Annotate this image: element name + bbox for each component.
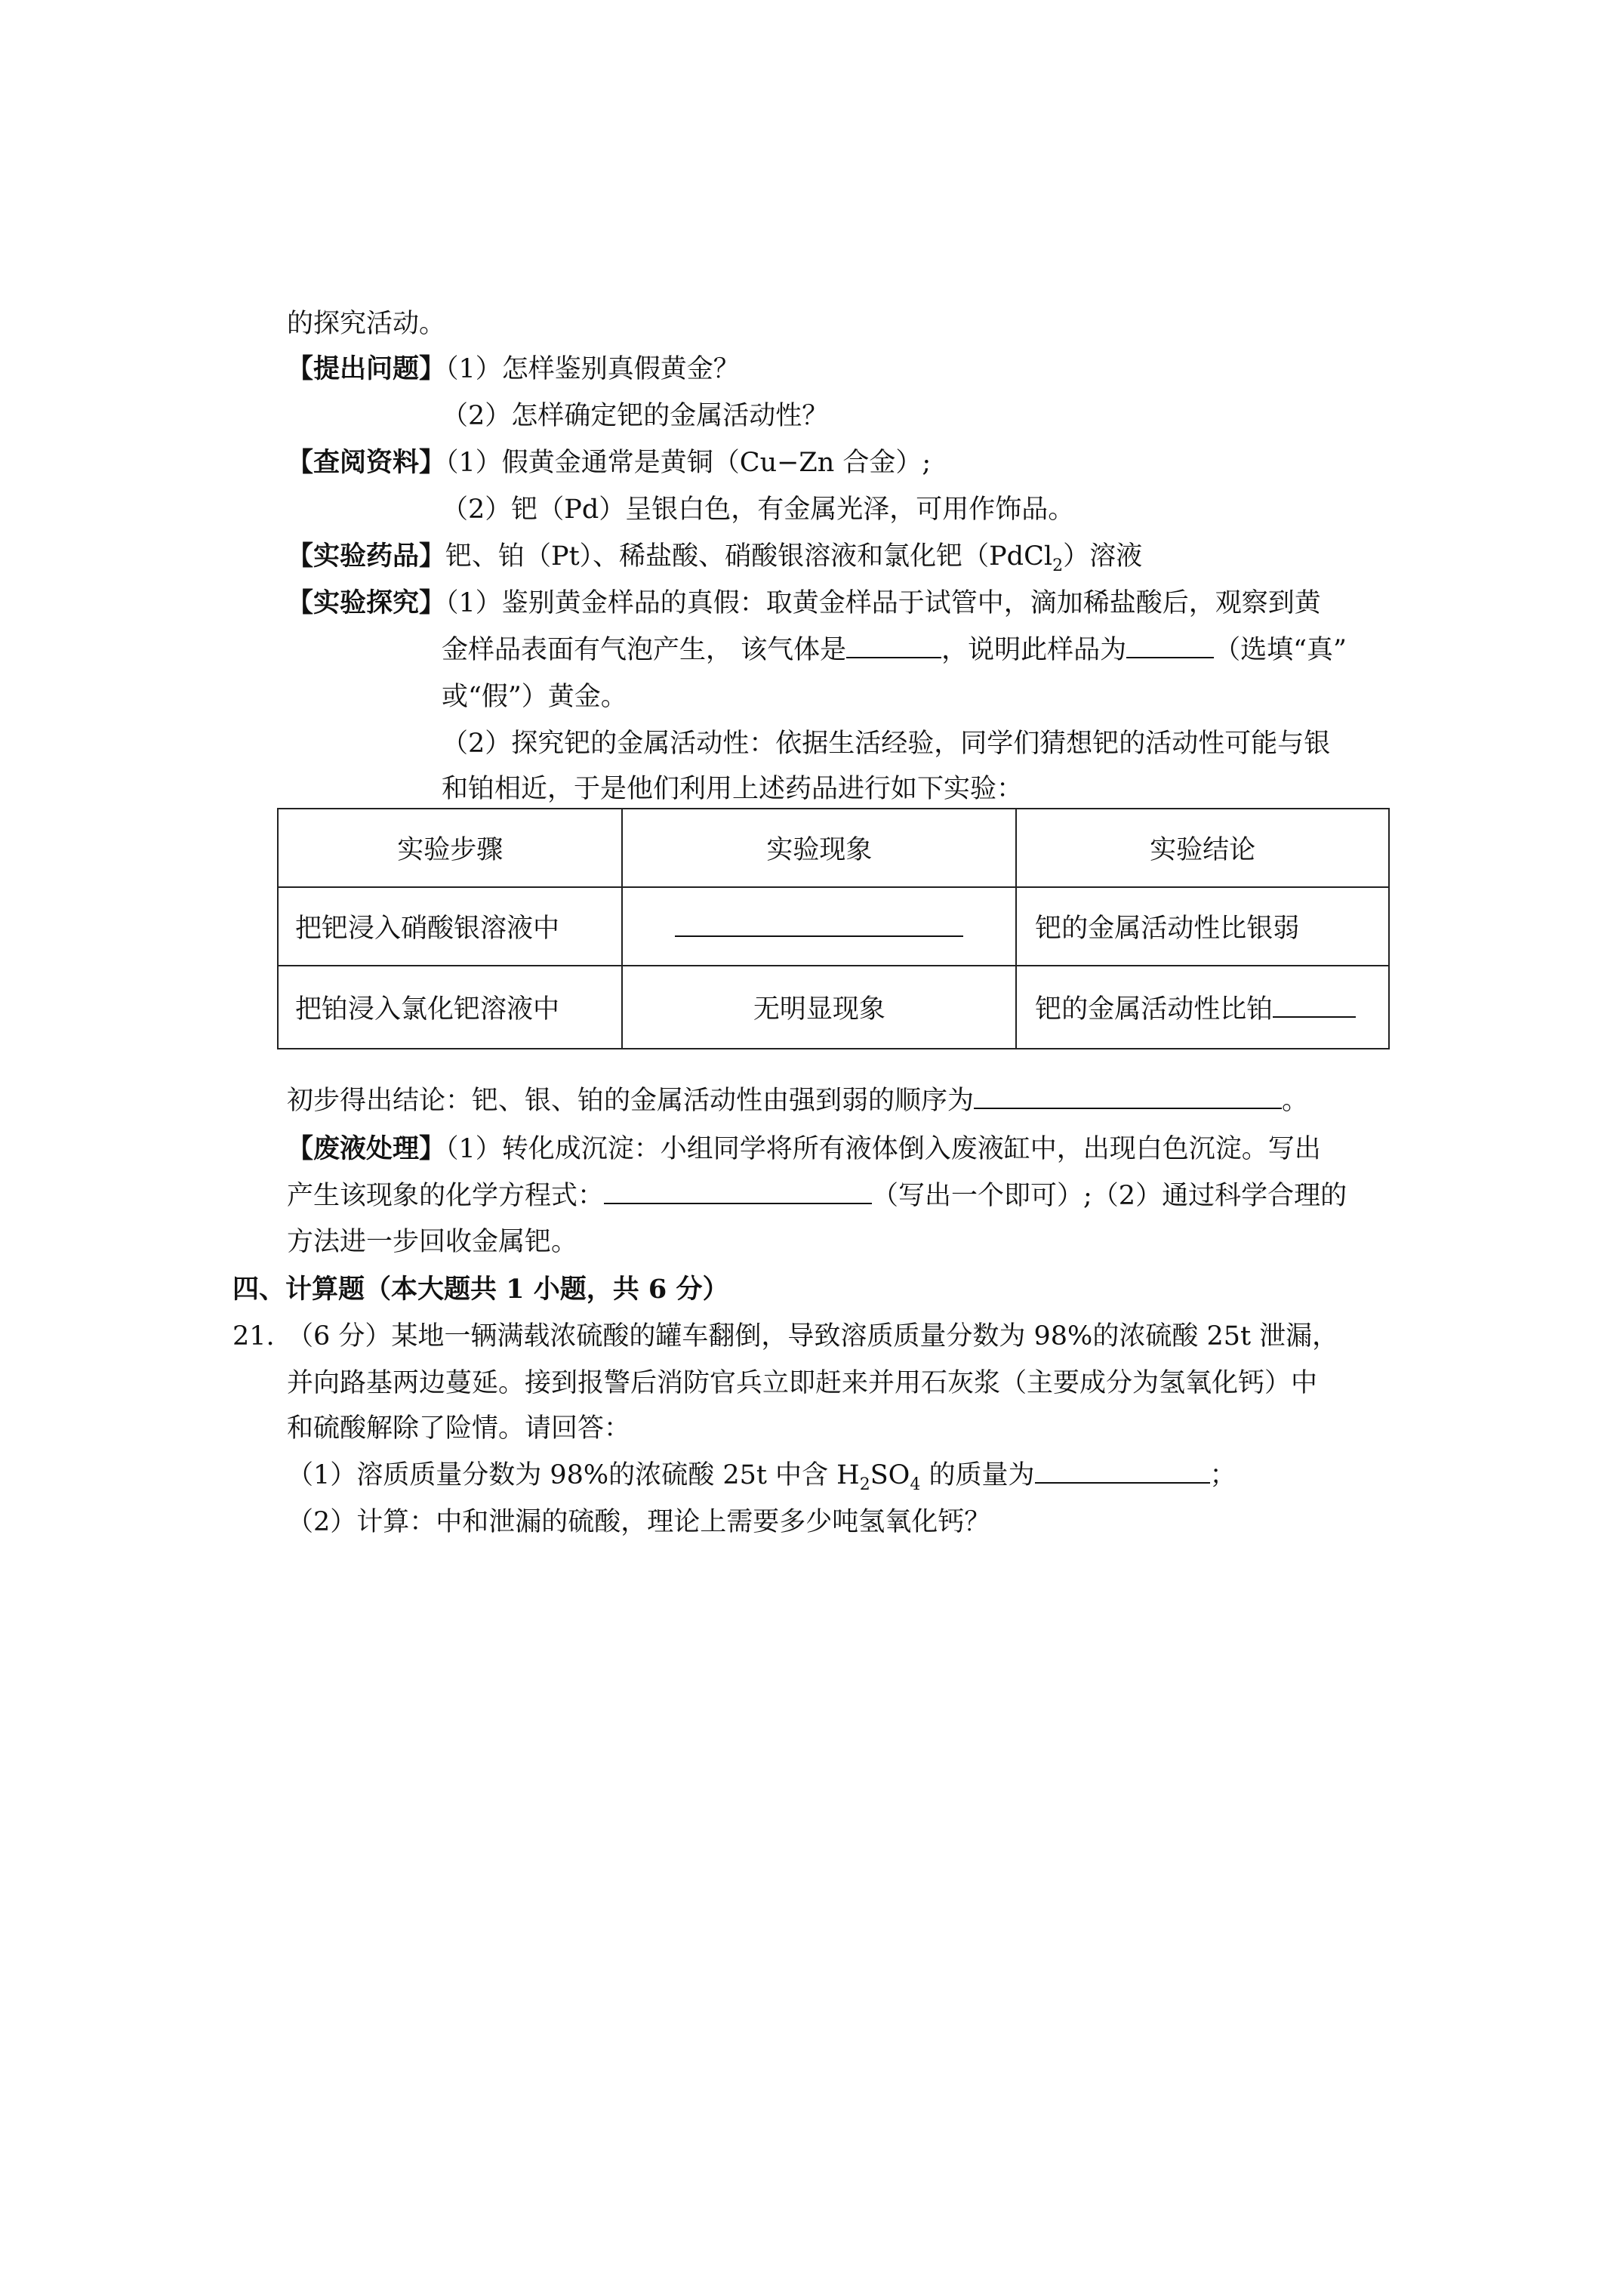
table-row bbox=[278, 966, 1389, 1049]
q21-sub-1: （1）溶质质量分数为 98%的浓硫酸 25t 中含 $H_2SO_4$ 的质量为 ； bbox=[287, 1456, 1236, 1494]
question-1: （1）怎样鉴别真假黄金？ bbox=[445, 354, 740, 384]
q21-line-1: （6 分）某地一辆满载浓硫酸的罐车翻倒，导致溶质质量分数为 98%的浓硫酸 25t 泄漏， bbox=[287, 1321, 1339, 1351]
table-header-row bbox=[278, 809, 1389, 887]
row2-conclusion-cell bbox=[1016, 966, 1389, 1049]
question-line-1 bbox=[287, 350, 740, 388]
row1-conclusion: 钯的金属活动性比银弱 bbox=[1016, 887, 1389, 966]
q21-line-2: 并向路基两边蔓延。接到报警后消防官兵立即赶来并用石灰浆（主要成分为氢氧化钙）中 bbox=[287, 1368, 1318, 1398]
row2-phenomenon: 无明显现象 bbox=[622, 966, 1016, 1049]
waste-line-2: 产生该现象的化学方程式： （写出一个即可）;（2）通过科学合理的 bbox=[287, 1177, 1347, 1215]
sample-answer-blank[interactable] bbox=[1126, 631, 1214, 658]
header-conclusion: 实验结论 bbox=[1016, 809, 1389, 887]
gas-answer-blank[interactable] bbox=[846, 631, 941, 658]
conclusion-answer-blank[interactable] bbox=[1273, 991, 1356, 1018]
explore-line-3: 或“假”）黄金。 bbox=[442, 682, 627, 712]
waste-line-3: 方法进一步回收金属钯。 bbox=[287, 1227, 578, 1257]
explore-line-5: 和铂相近，于是他们利用上述药品进行如下实验： bbox=[442, 774, 1024, 804]
equation-answer-blank[interactable] bbox=[604, 1177, 872, 1204]
section-4-title: 四、计算题（本大题共 1 小题，共 6 分） bbox=[233, 1274, 729, 1305]
question-label: 【提出问题】 bbox=[287, 353, 446, 384]
explore-p1-line1: （1）鉴别黄金样品的真假：取黄金样品于试管中，滴加稀盐酸后，观察到黄 bbox=[445, 588, 1321, 618]
row2-conclusion: 钯的金属活动性比铂 bbox=[1035, 994, 1273, 1025]
reference-1: （1）假黄金通常是黄铜（Cu−Zn 合金）; bbox=[445, 448, 932, 478]
reagents-text-end: ）溶液 bbox=[1063, 541, 1143, 572]
reagents-line bbox=[287, 538, 1142, 575]
q21-sub-2: （2）计算：中和泄漏的硫酸，理论上需要多少吨氢氧化钙？ bbox=[287, 1507, 991, 1537]
explore-line-4: （2）探究钯的金属活动性：依据生活经验，同学们猜想钯的活动性可能与银 bbox=[442, 729, 1331, 759]
q21-number: 21. bbox=[233, 1321, 275, 1351]
explore-label: 【实验探究】 bbox=[287, 587, 446, 618]
q21-line-3: 和硫酸解除了险情。请回答： bbox=[287, 1413, 631, 1444]
references-line-2: （2）钯（Pd）呈银白色，有金属光泽，可用作饰品。 bbox=[442, 495, 1075, 525]
header-step: 实验步骤 bbox=[278, 809, 622, 887]
waste-label: 【废液处理】 bbox=[287, 1133, 446, 1164]
waste-line-1: 【废液处理】（1）转化成沉淀：小组同学将所有液体倒入废液缸中，出现白色沉淀。写出 bbox=[287, 1133, 1321, 1164]
row2-step: 把铂浸入氯化钯溶液中 bbox=[278, 966, 622, 1049]
explore-line-2: 金样品表面有气泡产生， 该气体是 ，说明此样品为 （选填“真” bbox=[442, 631, 1347, 669]
experiment-table bbox=[277, 808, 1390, 1049]
reagents-subscript: 2 bbox=[1052, 556, 1064, 575]
intro-line: 的探究活动。 bbox=[287, 309, 446, 339]
question-line-2: （2）怎样确定钯的金属活动性？ bbox=[442, 401, 829, 431]
row1-step: 把钯浸入硝酸银溶液中 bbox=[278, 887, 622, 966]
explore-line-1 bbox=[287, 584, 1321, 622]
mass-answer-blank[interactable] bbox=[1035, 1456, 1210, 1484]
preliminary-line: 初步得出结论：钯、银、铂的金属活动性由强到弱的顺序为 。 bbox=[287, 1082, 1308, 1120]
references-label: 【查阅资料】 bbox=[287, 447, 446, 478]
phenomenon-answer-blank[interactable] bbox=[675, 910, 963, 937]
reagents-text: 钯、铂（Pt）、稀盐酸、硝酸银溶液和氯化钯（PdCl bbox=[445, 541, 1053, 572]
references-line-1 bbox=[287, 444, 931, 482]
table-row bbox=[278, 887, 1389, 966]
row1-phenomenon-cell bbox=[622, 887, 1016, 966]
order-answer-blank[interactable] bbox=[974, 1082, 1282, 1109]
reagents-label: 【实验药品】 bbox=[287, 541, 446, 572]
header-phenomenon: 实验现象 bbox=[622, 809, 1016, 887]
